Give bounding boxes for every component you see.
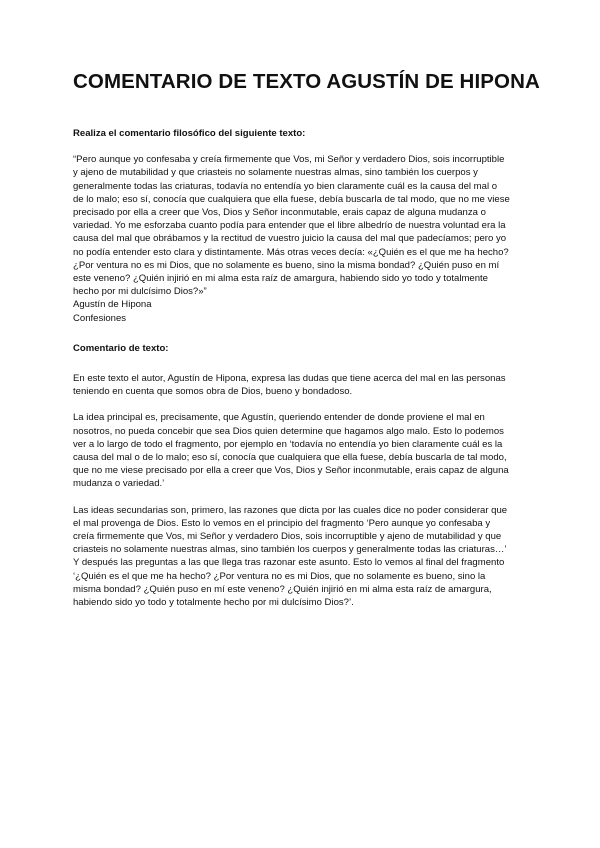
paragraph-line: Las ideas secundarias son, primero, las razones que dicta por las cuales dice no poder considerar que (73, 504, 508, 516)
quote-line: de lo malo; eso sí, conocía que cualquiera que ella fuese, debía buscarla de tal modo, que no me viese (73, 193, 510, 205)
quote-line: precisado por ella a creer que Vos, Dios y Señor inconmutable, erais capaz de alguna mudanza o (73, 207, 486, 219)
quote-line: generalmente todas las criaturas, todavía no entendía yo bien claramente cuál es la causa del mal o (73, 180, 498, 192)
paragraph-line: ‘¿Quién es el que me ha hecho? ¿Por ventura no es mi Dios, que no solamente es bueno, sino la (73, 570, 486, 582)
quote-line: causa del mal que obrábamos y la rectitud de vuestro juicio la causa del mal que padecíamos; pero yo (73, 233, 507, 245)
paragraph-line: misma bondad? ¿Quién puso en mí este veneno? ¿Quién injirió en mi alma esta raíz de amargura, (73, 583, 492, 595)
paragraph-line: causa del mal o de lo malo; eso sí, conocía que cualquiera que ella fuese, debía buscarla de tal modo, (73, 452, 507, 464)
quote-line: “Pero aunque yo confesaba y creía firmemente que Vos, mi Señor y verdadero Dios, sois incorruptible (73, 154, 505, 166)
assignment-prompt: Realiza el comentario filosófico del siguiente texto: (73, 128, 306, 139)
paragraph-line: ver a lo largo de todo el fragmento, por ejemplo en ‘todavía no entendía yo bien claramente cuál es la (73, 438, 503, 450)
paragraph-line: En este texto el autor, Agustín de Hipona, expresa las dudas que tiene acerca del mal en las personas (73, 373, 506, 385)
paragraph-intro (73, 372, 533, 398)
paragraph-line: La idea principal es, precisamente, que Agustín, queriendo entender de donde proviene el mal en (73, 412, 485, 424)
quote-line: hecho por mi dulcísimo Dios?»” (73, 286, 207, 298)
paragraph-line: habiendo sido yo todo y totalmente hecho por mi dulcísimo Dios?’. (73, 597, 354, 609)
paragraph-main-idea (73, 411, 533, 490)
quote-block (73, 153, 533, 325)
quote-author: Agustín de Hipona (73, 299, 152, 311)
comment-heading: Comentario de texto: (73, 342, 169, 354)
paragraph-line: que no me viese precisado por ella a creer que Vos, Dios y Señor inconmutable, erais capaz de alguna (73, 465, 509, 477)
page-title: COMENTARIO DE TEXTO AGUSTÍN DE HIPONA (73, 70, 540, 93)
paragraph-line: criasteis no solamente nuestras almas, sino también los cuerpos y generalmente todas las criaturas…’ (73, 544, 507, 556)
quote-line: y ajeno de mutabilidad y que criasteis no solamente nuestras almas, sino también los cuerpos y (73, 167, 478, 179)
paragraph-line: creía firmemente que Vos, mi Señor y verdadero Dios, sois incorruptible y ajeno de mutabilidad y que (73, 531, 502, 543)
paragraph-secondary-ideas (73, 504, 533, 610)
quote-line: no podía entender esto clara y distintamente. Más otras veces decía: «¿Quién es el que me ha hecho? (73, 246, 509, 258)
quote-line: variedad. Yo me esforzaba cuanto podía para entender que el libre albedrío de nuestra voluntad era la (73, 220, 506, 232)
quote-work: Confesiones (73, 312, 127, 324)
paragraph-line: teniendo en cuenta que somos obra de Dios, bueno y bondadoso. (73, 386, 353, 398)
paragraph-line: nosotros, no pueda concebir que sea Dios quien determine que hagamos algo malo. Esto lo podemos (73, 425, 504, 437)
paragraph-line: el mal provenga de Dios. Esto lo vemos en el principio del fragmento ‘Pero aunque yo confesaba y (73, 517, 491, 529)
quote-line: este veneno? ¿Quién injirió en mi alma esta raíz de amargura, habiendo sido yo todo y totalmente (73, 273, 488, 285)
paragraph-line: Y después las preguntas a las que llega tras razonar este asunto. Esto lo vemos al final del fragmento (73, 557, 505, 569)
paragraph-line: mudanza o variedad.’ (73, 478, 165, 490)
quote-line: ¿Por ventura no es mi Dios, que no solamente es bueno, sino la misma bondad? ¿Quién puso en mí (73, 259, 500, 271)
document-content (73, 70, 540, 609)
